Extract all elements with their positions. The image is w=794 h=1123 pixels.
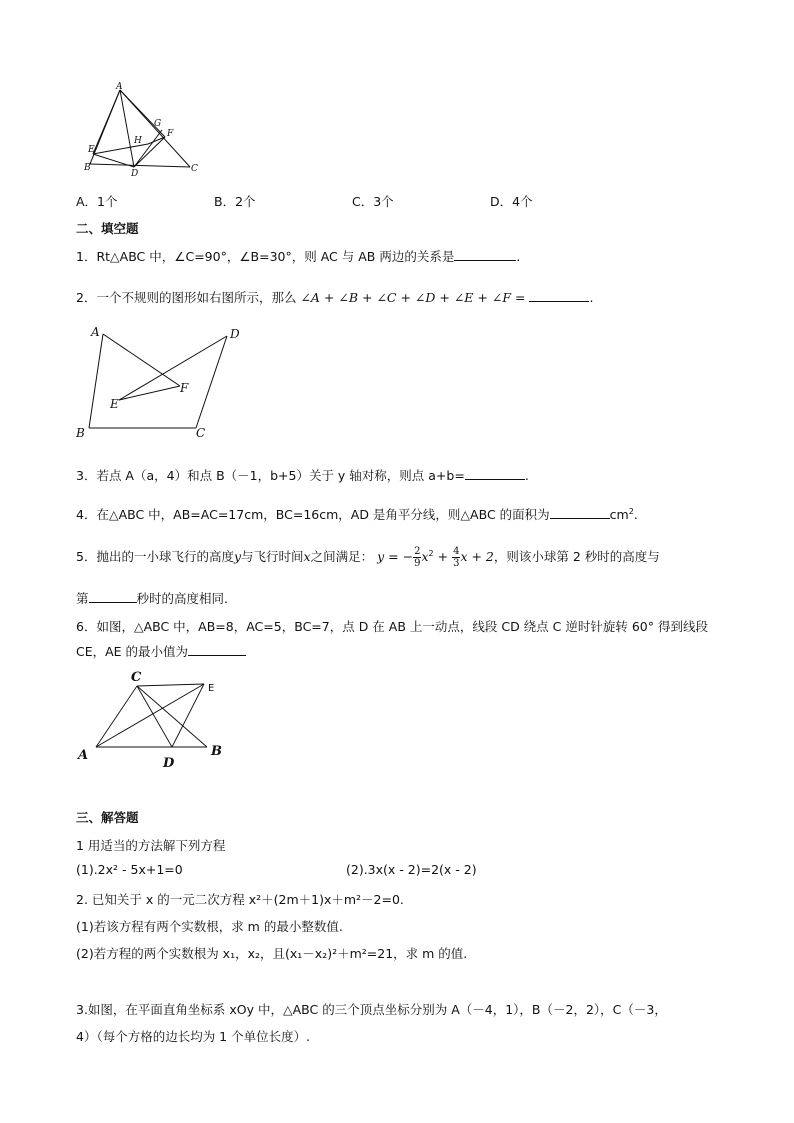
solve-q3-line2: 4）（每个方格的边长均为 1 个单位长度）. [76, 1029, 311, 1044]
fill-q5-blank[interactable] [89, 590, 137, 603]
fill-q4-text: 4．在△ABC 中，AB=AC=17cm，BC=16cm，AD 是角平分线，则△ABC 的面积为 [76, 507, 550, 522]
q2-label-c: C [196, 426, 206, 440]
q6-label-a: A [78, 748, 89, 763]
fill-q5-eq-tail: x + 2 [460, 549, 494, 564]
q1-label-g: G [154, 119, 162, 129]
solve-q1-a: (1).2x² - 5x+1=0 [76, 862, 183, 877]
q2-label-d: D [230, 327, 240, 341]
q1-label-d: D [131, 169, 139, 179]
fill-q6-line2 [76, 642, 246, 660]
fill-q1-end: . [516, 249, 521, 264]
fill-q5-line2 [76, 589, 228, 607]
fill-q5-line2-b: 秒时的高度相同. [136, 591, 228, 606]
section3-title: 三、解答题 [76, 810, 139, 825]
q6-label-b: B [211, 744, 222, 759]
solve-q1-b: (2).3x(x - 2)=2(x - 2) [346, 862, 477, 877]
fill-q5-line1 [76, 546, 660, 569]
fill-q5-text-b: 与飞行时间 [241, 549, 304, 564]
fill-q4 [76, 505, 638, 523]
fill-q5-text-a: 5．抛出的一小球飞行的高度 [76, 549, 234, 564]
fill-q5-var-x: x [303, 549, 311, 564]
fill-q3-end: . [524, 468, 529, 483]
fill-q4-blank[interactable] [550, 506, 610, 519]
q2-label-a: A [91, 325, 100, 339]
q1-option-a: A．1个 [76, 194, 118, 209]
fill-q3-blank[interactable] [465, 467, 525, 480]
fill-q5-text-c: 之间满足： [310, 549, 374, 564]
q1-label-e: E [88, 145, 95, 155]
fill-q1-blank[interactable] [454, 248, 516, 261]
fill-q5-eq-sup: 2 [428, 548, 434, 558]
fill-q3 [76, 466, 529, 484]
fill-q4-unit-sup: 2 [628, 506, 634, 516]
q1-label-c: C [191, 164, 198, 174]
q6-label-e: E [208, 683, 215, 694]
q1-option-c: C．3个 [352, 194, 394, 209]
fill-q6-line2-text: CE，AE 的最小值为 [76, 644, 189, 659]
q1-label-f: F [167, 129, 174, 139]
q1-option-b: B．2个 [214, 194, 256, 209]
fill-q5-frac2: $\frac{4}{3}$ [453, 546, 460, 569]
solve-q2-part1: (1)若该方程有两个实数根，求 m 的最小整数值. [76, 919, 343, 934]
fill-q5-text-d: ，则该小球第 2 秒时的高度与 [493, 549, 660, 564]
fill-q5-eq-plus: + [437, 549, 449, 564]
q1-label-a: A [116, 82, 123, 92]
section2-title: 二、填空题 [76, 221, 139, 236]
fill-q5-eq-lhs: y = − [377, 549, 414, 564]
fill-q6-line1: 6．如图，△ABC 中，AB=8，AC=5，BC=7，点 D 在 AB 上一动点，线段 CD 绕点 C 逆时针旋转 60° 得到线段 [76, 619, 708, 634]
fill-q4-end: . [633, 507, 638, 522]
fill-q1 [76, 247, 520, 265]
fill-q2-blank[interactable] [529, 289, 589, 302]
fill-q5-line2-a: 第 [76, 591, 89, 606]
q2-label-f: F [180, 381, 189, 395]
q1-label-h: H [134, 136, 142, 146]
q2-label-e: E [110, 397, 119, 411]
fill-q5-var-y: y [233, 549, 242, 564]
fill-q5-frac1: $\frac{2}{9}$ [414, 546, 421, 569]
solve-q2-title: 2. 已知关于 x 的一元二次方程 x²＋(2m＋1)x＋m²－2=0. [76, 892, 404, 907]
q6-label-c: C [131, 670, 142, 685]
fill-q6-blank[interactable] [188, 643, 246, 656]
q6-rotation-figure [74, 666, 244, 776]
q2-irregular-figure [72, 320, 252, 445]
solve-q3-line1: 3.如图，在平面直角坐标系 xOy 中，△ABC 的三个顶点坐标分别为 A（－4，1），B（－2，2），C（－3， [76, 1002, 667, 1017]
solve-q2-part2: (2)若方程的两个实数根为 x₁，x₂，且(x₁－x₂)²＋m²=21，求 m 的值. [76, 946, 468, 961]
fill-q2-end: . [589, 290, 594, 305]
q1-option-d: D．4个 [490, 194, 533, 209]
q1-triangle-figure [80, 80, 205, 180]
q2-label-b: B [76, 426, 85, 440]
fill-q4-unit: cm [609, 507, 629, 522]
fill-q1-text: 1．Rt△ABC 中，∠C=90°，∠B=30°，则 AC 与 AB 两边的关系是 [76, 249, 455, 264]
fill-q3-text: 3．若点 A（a，4）和点 B（－1，b+5）关于 y 轴对称，则点 a+b= [76, 468, 465, 483]
fill-q5-eq-x: x [421, 549, 429, 564]
fill-q2-text: 2．一个不规则的图形如右图所示，那么 [76, 290, 297, 305]
fill-q2 [76, 288, 593, 306]
q6-label-d: D [163, 756, 175, 771]
fill-q2-formula: ∠A + ∠B + ∠C + ∠D + ∠E + ∠F = [300, 290, 526, 305]
q1-label-b: B [84, 163, 91, 173]
solve-q1-title: 1 用适当的方法解下列方程 [76, 838, 226, 853]
